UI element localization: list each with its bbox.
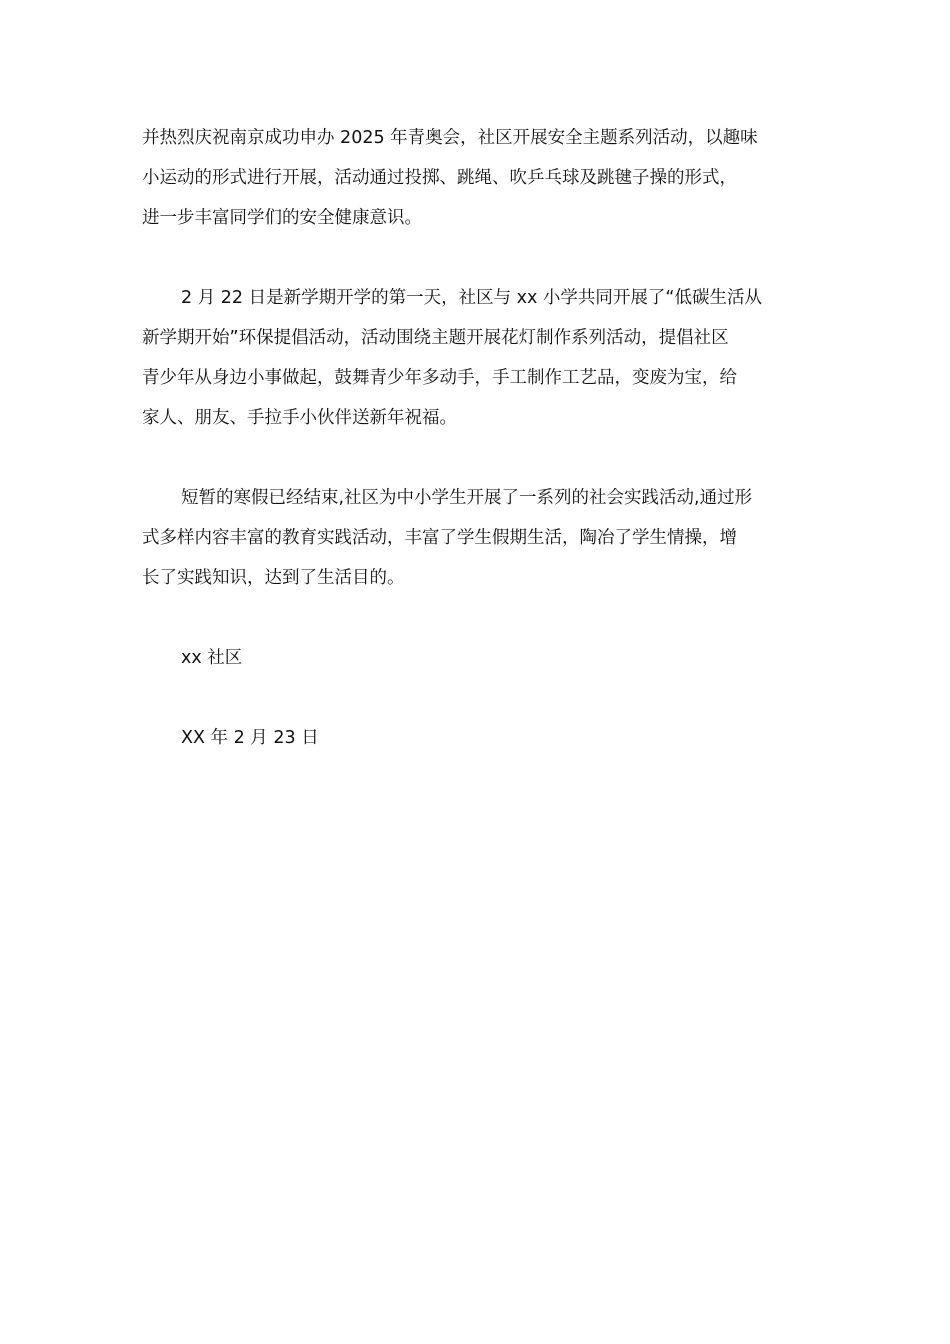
paragraph-line: 家人、朋友、手拉手小伙伴送新年祝福。 <box>142 408 457 428</box>
paragraph-line: 小运动的形式进行开展，活动通过投掷、跳绳、吹乒乓球及跳毽子操的形式， <box>142 168 737 188</box>
paragraph-2 <box>142 278 810 438</box>
paragraph-line: 进一步丰富同学们的安全健康意识。 <box>142 208 422 228</box>
paragraph-line: 新学期开始”环保提倡活动，活动围绕主题开展花灯制作系列活动，提倡社区 <box>142 328 729 348</box>
paragraph-line: 2 月 22 日是新学期开学的第一天，社区与 xx 小学共同开展了“低碳生活从 <box>181 288 762 308</box>
signature-date: XX 年 2 月 23 日 <box>181 728 319 748</box>
paragraph-1 <box>142 118 810 238</box>
paragraph-line: 短暂的寒假已经结束,社区为中小学生开展了一系列的社会实践活动,通过形 <box>181 488 753 508</box>
paragraph-line: 式多样内容丰富的教育实践活动，丰富了学生假期生活，陶冶了学生情操，增 <box>142 528 737 548</box>
signature-organization: xx 社区 <box>181 648 243 668</box>
paragraph-3 <box>142 478 810 598</box>
paragraph-line: 并热烈庆祝南京成功申办 2025 年青奥会，社区开展安全主题系列活动，以趣味 <box>142 128 758 148</box>
paragraph-line: 青少年从身边小事做起，鼓舞青少年多动手，手工制作工艺品，变废为宝，给 <box>142 368 737 388</box>
paragraph-line: 长了实践知识，达到了生活目的。 <box>142 568 405 588</box>
document-body <box>142 118 810 798</box>
